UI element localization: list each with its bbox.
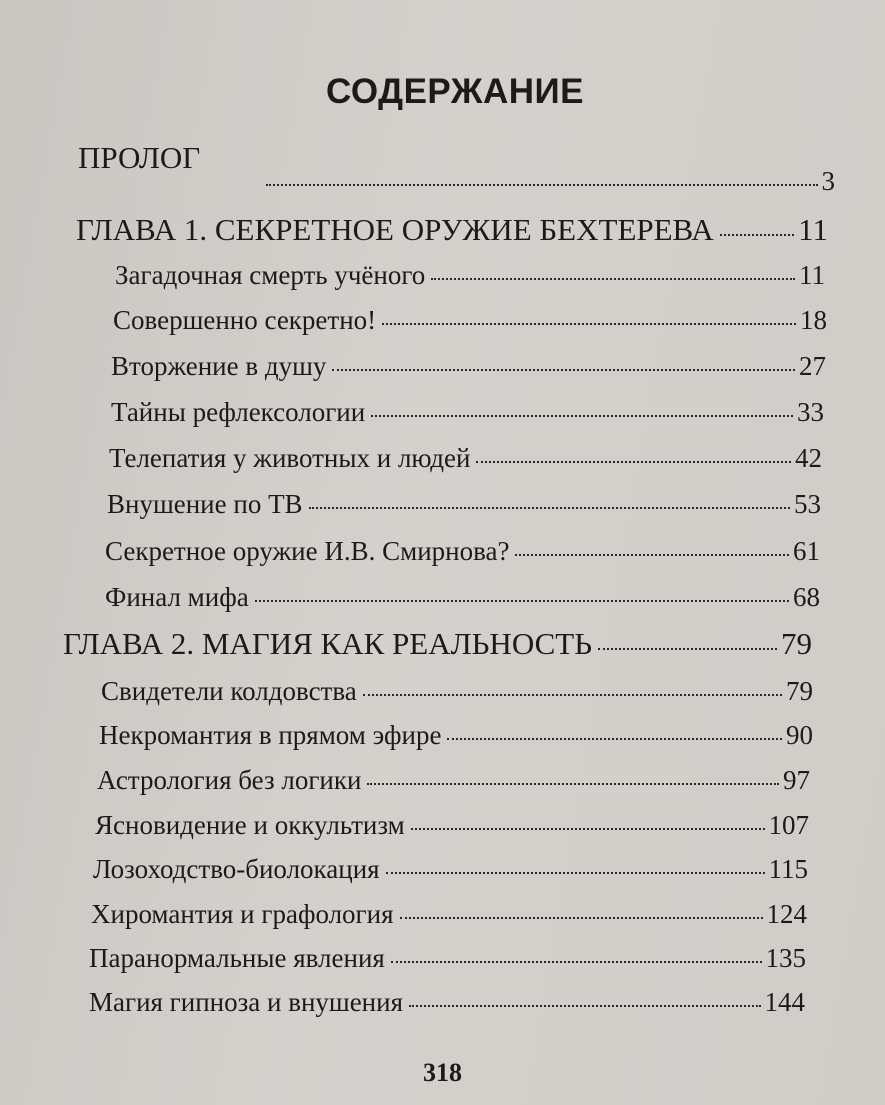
toc-entry-prologue-leader	[260, 166, 835, 197]
toc-entry-title: Тайны рефлексологии	[111, 397, 366, 427]
toc-entry-title: ПРОЛОГ	[78, 140, 201, 175]
toc-entry-page: 135	[765, 943, 806, 973]
toc-entry-page: 115	[768, 854, 808, 884]
toc-entry-title: Внушение по ТВ	[107, 489, 303, 519]
dot-leader	[447, 738, 782, 740]
toc-entry-title: ГЛАВА 2. МАГИЯ КАК РЕАЛЬНОСТЬ	[63, 626, 592, 661]
toc-entry	[105, 582, 820, 613]
dot-leader	[266, 184, 818, 186]
dot-leader	[332, 369, 795, 371]
dot-leader	[515, 554, 789, 556]
dot-leader	[431, 278, 795, 280]
toc-entry	[105, 536, 820, 567]
toc-entry	[115, 260, 825, 291]
toc-entry	[89, 987, 805, 1018]
toc-entry-page: 79	[786, 676, 813, 706]
toc-entry-title: Магия гипноза и внушения	[89, 987, 403, 1017]
toc-entry-title: Финал мифа	[105, 582, 249, 612]
toc-entry-title: Астрология без логики	[97, 765, 362, 795]
toc-entry-page: 11	[798, 212, 828, 247]
toc-entry	[99, 720, 813, 751]
toc-entry	[111, 397, 824, 428]
dot-leader	[363, 694, 782, 696]
dot-leader	[367, 783, 779, 785]
toc-entry-title: ГЛАВА 1. СЕКРЕТНОЕ ОРУЖИЕ БЕХТЕРЕВА	[76, 212, 714, 247]
dot-leader	[255, 600, 789, 602]
dot-leader	[720, 234, 794, 236]
toc-entry-page: 42	[795, 443, 822, 473]
toc-entry	[93, 854, 808, 885]
toc-entry-title: Секретное оружие И.В. Смирнова?	[105, 536, 510, 566]
toc-entry	[109, 443, 822, 474]
toc-entry-title: Свидетели колдовства	[101, 676, 357, 706]
dot-leader	[476, 461, 791, 463]
toc-entry-title: Совершенно секретно!	[113, 305, 377, 335]
toc-entry-title: Вторжение в душу	[111, 351, 327, 381]
toc-entry-page: 97	[783, 765, 810, 795]
toc-entry-page: 107	[768, 810, 809, 840]
toc-entry-chapter	[63, 626, 812, 662]
toc-entry-page: 144	[764, 987, 805, 1017]
dot-leader	[382, 323, 796, 325]
toc-entry-page: 11	[799, 260, 825, 290]
toc-entry-page: 61	[793, 536, 820, 566]
dot-leader	[411, 828, 765, 830]
toc-entry-page: 33	[797, 397, 824, 427]
dot-leader	[386, 872, 765, 874]
toc-entry-title: Паранормальные явления	[89, 943, 385, 973]
toc-entry	[107, 489, 821, 520]
dot-leader	[409, 1005, 761, 1007]
toc-entry-chapter	[76, 212, 828, 248]
toc-entry-title: Телепатия у животных и людей	[109, 443, 471, 473]
toc-entry-page: 79	[781, 626, 812, 661]
toc-entry-page: 53	[794, 489, 821, 519]
toc-entry-page: 68	[793, 582, 820, 612]
toc-entry	[91, 899, 807, 930]
toc-entry-title: Загадочная смерть учёного	[115, 260, 426, 290]
dot-leader	[400, 917, 763, 919]
dot-leader	[309, 507, 790, 509]
page-number: 318	[423, 1058, 462, 1087]
toc-entry-page: 124	[766, 899, 807, 929]
toc-entry	[95, 810, 809, 841]
dot-leader	[598, 648, 777, 650]
toc-entry-page: 3	[821, 166, 835, 196]
toc-entry-title: Хиромантия и графология	[91, 899, 394, 929]
toc-entry-title: Ясновидение и оккультизм	[95, 810, 405, 840]
toc-entry	[89, 943, 806, 974]
toc-entry	[111, 351, 826, 382]
toc-entry-page: 90	[786, 720, 813, 750]
dot-leader	[371, 415, 793, 417]
toc-entry	[97, 765, 810, 796]
toc-entry	[113, 305, 827, 336]
toc-entry-page: 27	[799, 351, 826, 381]
toc-entry-title: Некромантия в прямом эфире	[99, 720, 442, 750]
toc-entry-page: 18	[800, 305, 827, 335]
toc-entry-title: Лозоходство-биолокация	[93, 854, 380, 884]
dot-leader	[391, 961, 762, 963]
toc-entry	[101, 676, 813, 707]
contents-heading: СОДЕРЖАНИЕ	[325, 72, 584, 111]
